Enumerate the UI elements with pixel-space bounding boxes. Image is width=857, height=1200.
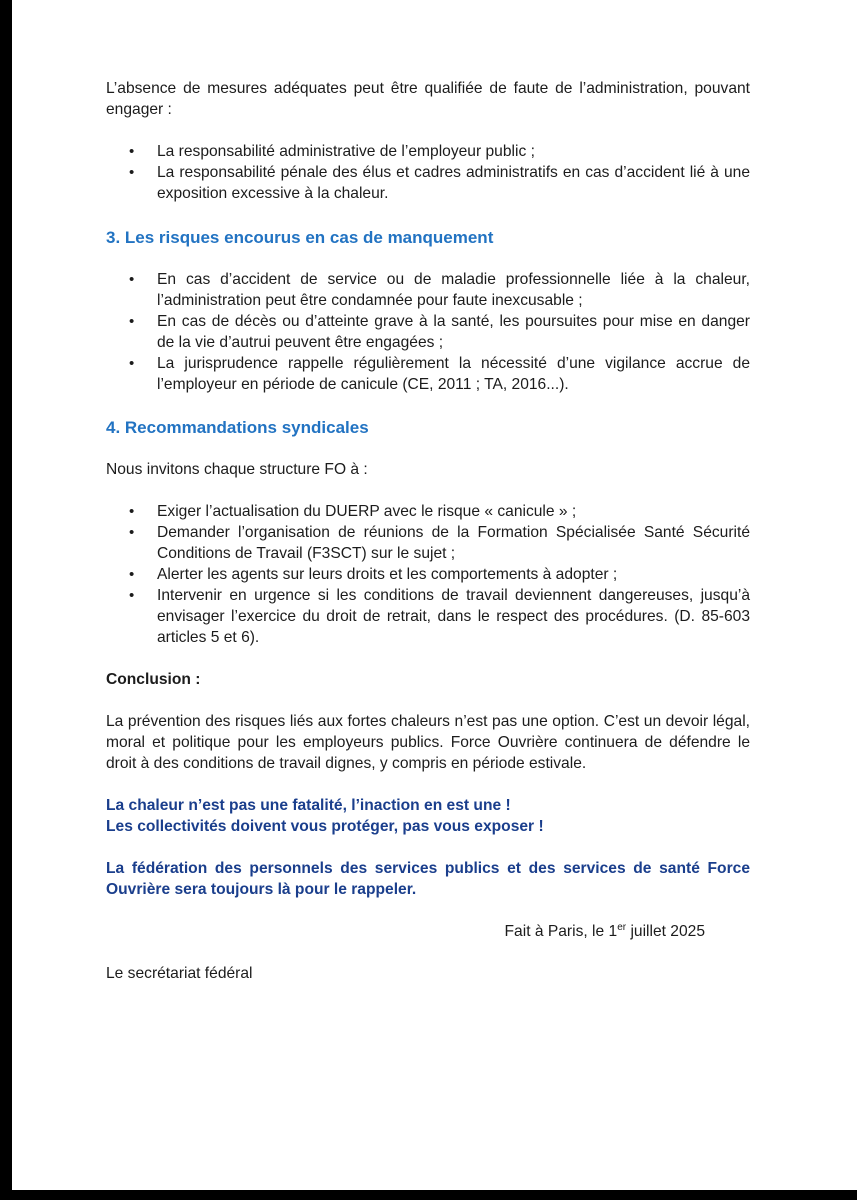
signature-signer: Le secrétariat fédéral	[106, 965, 253, 982]
signature-date-superscript: er	[617, 921, 627, 933]
section-4-list	[106, 501, 750, 648]
signature-date-suffix: juillet 2025	[626, 923, 705, 940]
slogan-line-2: Les collectivités doivent vous protéger, pas vous exposer !	[106, 818, 544, 835]
signature-place-prefix: Fait à Paris, le 1	[504, 923, 618, 940]
list-item: • Exiger l’actualisation du DUERP avec le risque « canicule » ;	[106, 501, 750, 522]
list-item: • La responsabilité pénale des élus et cadres administratifs en cas d’accident lié à une exposition excessive à la chaleur.	[106, 162, 750, 204]
document-page	[106, 78, 750, 984]
page-border-bottom	[0, 1190, 857, 1200]
list-item: • En cas de décès ou d’atteinte grave à la santé, les poursuites pour mise en danger de la vie d’autrui peuvent être engagées ;	[106, 311, 750, 353]
conclusion-label: Conclusion :	[106, 671, 201, 688]
list-item: • Demander l’organisation de réunions de la Formation Spécialisée Santé Sécurité Conditions de Travail (F3SCT) sur le sujet ;	[106, 522, 750, 564]
section-3-list	[106, 269, 750, 395]
section-3-heading: 3. Les risques encourus en cas de manquement	[106, 228, 494, 247]
federation-statement: La fédération des personnels des services publics et des services de santé Force Ouvrière sera toujours là pour le rappeler.	[106, 860, 750, 898]
signature-place-date	[106, 921, 750, 942]
list-item: • La responsabilité administrative de l’employeur public ;	[106, 141, 750, 162]
list-item: • Alerter les agents sur leurs droits et les comportements à adopter ;	[106, 564, 750, 585]
section-4-heading: 4. Recommandations syndicales	[106, 418, 369, 437]
list-item: • Intervenir en urgence si les conditions de travail deviennent dangereuses, jusqu’à envisager l’exercice du droit de retrait, dans le respect des procédures. (D. 85-603 articles 5 et 6).	[106, 585, 750, 648]
slogan-line-1: La chaleur n’est pas une fatalité, l’inaction en est une !	[106, 797, 511, 814]
page-border-left	[0, 0, 12, 1200]
intro-list	[106, 141, 750, 204]
conclusion-paragraph: La prévention des risques liés aux fortes chaleurs n’est pas une option. C’est un devoir légal, moral et politique pour les employeurs publics. Force Ouvrière continuera de défendre le droit à des conditions de travail dignes, y compris en période estivale.	[106, 713, 750, 772]
section-4-intro: Nous invitons chaque structure FO à :	[106, 461, 368, 478]
list-item: • La jurisprudence rappelle régulièrement la nécessité d’une vigilance accrue de l’employeur en période de canicule (CE, 2011 ; TA, 2016...).	[106, 353, 750, 395]
list-item: • En cas d’accident de service ou de maladie professionnelle liée à la chaleur, l’administration peut être condamnée pour faute inexcusable ;	[106, 269, 750, 311]
intro-paragraph: L’absence de mesures adéquates peut être qualifiée de faute de l’administration, pouvant engager :	[106, 80, 750, 118]
